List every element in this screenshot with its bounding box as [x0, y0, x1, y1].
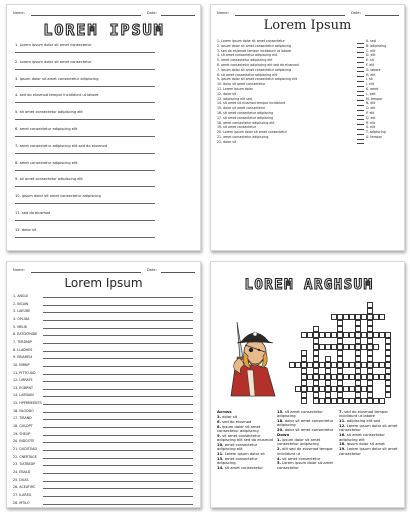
question-text: 10. ipsum dolor sit amet consectetur adipiscing	[15, 194, 101, 199]
matching-answer: H. elit	[366, 72, 376, 77]
clue-number: 4.	[277, 456, 281, 461]
clue-text: dolor sit	[222, 414, 238, 419]
question-text: 11. sed do eiusmod	[15, 211, 51, 215]
date-line	[161, 272, 195, 273]
matching-answer: B. adipiscing	[366, 43, 387, 48]
crossword-cell	[331, 374, 337, 380]
date-line	[161, 15, 195, 16]
clue	[339, 442, 401, 446]
answer-line	[15, 86, 155, 87]
answer-line	[15, 102, 155, 103]
question-text: 4. sed do eiusmod tempor incididunt ut labore	[15, 93, 99, 98]
clue	[217, 415, 273, 419]
clue	[217, 420, 273, 424]
name-date-header	[217, 11, 398, 17]
scrambled-word: 8. LLADHES	[13, 347, 33, 352]
matching-answer: S. elit	[366, 125, 376, 130]
crossword-cell	[361, 386, 367, 392]
clue	[339, 424, 401, 433]
answer-line	[43, 297, 193, 298]
matching-answer: A. sed	[366, 39, 376, 43]
name-line	[235, 15, 345, 16]
answer-line	[43, 305, 193, 306]
crossword-cell	[307, 362, 313, 368]
clue-number: 10.	[217, 443, 224, 448]
matching-answer: E. sit	[366, 58, 374, 63]
name-date-header	[13, 11, 194, 17]
crossword-cell	[331, 362, 337, 368]
clue-text: dolor sit amet consectetur	[284, 428, 334, 433]
crossword-cell	[373, 344, 379, 350]
crossword-cell	[379, 362, 385, 368]
matching-blank	[357, 143, 364, 144]
matching-prompt: 2. ipsum dolor sit amet consectetur adipiscing	[217, 43, 292, 48]
scrambled-word: 6. EATCKTNIDE	[13, 332, 38, 337]
clue-number: 3.	[217, 414, 221, 419]
answer-line	[43, 381, 193, 382]
scrambled-word: 5. MELIK	[13, 324, 28, 329]
crossword-cell	[361, 374, 367, 380]
question-text: 6. amet consectetur adipiscing elit	[15, 127, 78, 131]
matching-answer: J. elit	[366, 82, 374, 87]
name-date-header	[13, 268, 194, 274]
matching-prompt: 9. ipsum dolor sit amet consectetur adipiscing elit	[217, 77, 297, 82]
answer-line	[43, 396, 193, 397]
crossword-cell	[379, 332, 385, 338]
matching-answer: N. elit	[366, 101, 376, 106]
matching-prompt: 1. Lorem ipsum dolor sit amet consectetur	[217, 39, 285, 43]
answer-line	[43, 366, 193, 367]
matching-prompt: 16. sit amet consectetur adipiscing	[217, 111, 274, 115]
clue-text: amet consectetur adipiscing elit	[217, 443, 258, 452]
question-text: 5. sit amet consectetur adipiscing elit	[15, 110, 83, 115]
crossword-cell	[301, 398, 307, 404]
clue	[339, 419, 401, 423]
crossword-cell	[349, 362, 355, 368]
answer-line	[43, 351, 193, 352]
matching-answer: T. adipiscing	[366, 130, 386, 135]
clue	[277, 410, 335, 419]
clue-number: 11.	[217, 452, 224, 457]
scrambled-word: 26. ACEATIRC	[13, 485, 36, 490]
answer-line	[43, 481, 193, 482]
scrambled-word: 21. DUDITOAD	[13, 447, 38, 451]
question-text: 9. sit amet consectetur adipiscing elit	[15, 177, 83, 182]
clue-text: ipsum dolor sit amet consectetur adipiscing	[217, 424, 261, 433]
answer-line	[43, 450, 193, 451]
matching-answer: K. amet	[366, 87, 379, 91]
crossword-cell	[319, 374, 325, 380]
clue	[217, 466, 273, 470]
matching-prompt: 11. Lorem ipsum dolor	[217, 87, 253, 91]
answer-line	[15, 220, 155, 221]
matching-answer: F. elit	[366, 63, 375, 67]
clue-number: 6.	[217, 419, 221, 424]
clue-number: 18.	[339, 442, 346, 447]
clue-text: elit sed do eiusmod tempor incididunt ut	[277, 447, 333, 456]
scrambled-word: 1. ANGLE	[13, 294, 29, 298]
answer-line	[15, 119, 155, 120]
date-label: Date:	[147, 11, 157, 15]
crossword-cell	[307, 374, 313, 380]
clue-number: 7.	[339, 410, 343, 414]
worksheet-crossword	[210, 261, 405, 508]
crossword-cell	[319, 386, 325, 392]
matching-prompt: 3. sed do eiusmod tempor incididunt ut labore	[217, 48, 292, 53]
matching-answer: P. elit	[366, 111, 375, 115]
matching-prompt: 4. sit amet consectetur adipiscing elit	[217, 53, 278, 58]
clue-text: sit amet consectetur	[224, 466, 263, 471]
matching-prompt: 19. sit amet consectetur	[217, 125, 257, 130]
answer-line	[43, 435, 193, 436]
matching-prompt: 7. ipsum dolor sit amet consectetur adipiscing	[217, 67, 292, 72]
answer-line	[43, 496, 193, 497]
worksheet-title: LOREM ARGHSUM	[244, 277, 374, 293]
answer-line	[43, 458, 193, 459]
name-label: Name:	[13, 11, 25, 15]
scrambled-word: 4. OPLIDA	[13, 316, 30, 321]
clue-column-3	[339, 410, 401, 457]
scrambled-word: 20. INDGOTE	[13, 439, 35, 444]
answer-line	[43, 465, 193, 466]
name-label: Name:	[13, 268, 25, 272]
answer-line	[15, 237, 155, 238]
clue-column-2	[277, 410, 335, 471]
clue	[277, 461, 335, 470]
clue-number: 13.	[217, 457, 224, 462]
clue-text: sed do eiusmod	[222, 419, 252, 424]
scrambled-word: 22. CNERTAGE	[13, 454, 37, 459]
matching-prompt: 20. Lorem ipsum dolor sit amet consectetur	[217, 130, 287, 135]
clue-heading: Down	[277, 432, 290, 438]
clue	[217, 452, 273, 456]
scrambled-word: 18. GULDPT	[13, 424, 33, 429]
crossword-cell	[331, 314, 337, 320]
name-label: Name:	[217, 11, 229, 15]
matching-prompt: 8. sit amet consectetur adipiscing elit	[217, 72, 278, 77]
answer-line	[43, 335, 193, 336]
clue-number: 9.	[217, 433, 221, 438]
answer-line	[15, 153, 155, 154]
crossword-cell	[349, 374, 355, 380]
clue-number: 19.	[339, 447, 346, 452]
matching-row	[217, 140, 398, 145]
matching-answer: D. elit	[366, 53, 376, 58]
clue-text: sed do eiusmod tempor incididunt ut labore	[339, 410, 388, 419]
answer-line	[15, 186, 155, 187]
matching-prompt: 14. sit amet sit eiusmod tempor incididunt	[217, 101, 285, 106]
question-text: 2. Lorem ipsum dolor sit amet consectetur	[15, 59, 92, 64]
scrambled-word: 14. LAEDAIN	[13, 393, 34, 398]
crossword-cell	[379, 398, 385, 404]
clue-number: 12.	[339, 424, 346, 429]
worksheet-short-answer	[6, 4, 201, 251]
answer-line	[15, 52, 155, 53]
clue-number: 1.	[277, 438, 281, 443]
clue-text: adipiscing elit sed	[346, 419, 381, 424]
clue	[277, 419, 335, 428]
worksheet-word-scramble	[6, 261, 201, 508]
clue-text: amet consectetur adipiscing	[217, 457, 258, 466]
clue-text: Lorem ipsum dolor sit amet consectetur	[339, 447, 398, 456]
answer-line	[15, 69, 155, 70]
name-line	[31, 15, 141, 16]
matching-answer: U. tempor	[366, 135, 382, 139]
clue-number: 20.	[277, 428, 284, 433]
crossword-cell	[349, 386, 355, 392]
matching-prompt: 15. dolor sit amet consectetur	[217, 106, 266, 111]
answer-line	[43, 427, 193, 428]
question-text: 12. dolor sit	[15, 227, 37, 232]
answer-line	[43, 389, 193, 390]
clue-number: 8.	[217, 424, 221, 429]
clue-number: 11.	[339, 419, 346, 424]
worksheet-title: Lorem Ipsum	[64, 276, 143, 290]
scrambled-word: 19. SHEUP	[13, 431, 31, 436]
crossword-cell	[319, 362, 325, 368]
clue	[217, 434, 273, 443]
answer-line	[43, 320, 193, 321]
clue-number: 16.	[339, 433, 346, 438]
clue	[277, 438, 335, 447]
pirate-illustration	[217, 318, 283, 398]
answer-line	[43, 374, 193, 375]
matching-answer: G. labore	[366, 67, 381, 72]
crossword-cell	[361, 398, 367, 404]
clue-number: 18.	[277, 419, 284, 424]
worksheet-title: Lorem Ipsum	[263, 18, 352, 33]
date-label: Date:	[351, 11, 361, 15]
question-text: 3. Ipsum dolor sit amet consectetur adipiscing	[15, 76, 99, 81]
matching-answer: O. elit	[366, 106, 376, 111]
clue-text: sit amet consectetur	[282, 456, 321, 461]
clue-heading: Across	[217, 409, 232, 414]
crossword-grid	[283, 302, 401, 410]
name-line	[31, 272, 141, 273]
answer-line	[15, 203, 155, 204]
matching-prompt: 12. dolor sit	[217, 91, 237, 96]
crossword-cell	[349, 332, 355, 338]
scrambled-word: 10. NIRNP	[13, 362, 30, 367]
clue-column-1	[217, 410, 273, 471]
clue-text: dolor sit amet consectetur adipiscing	[277, 419, 334, 428]
answer-line	[43, 358, 193, 359]
clue-text: Lorem ipsum dolor sit amet consectetur	[277, 461, 333, 470]
question-text: 8. amet consectetur adipiscing elit	[15, 160, 78, 165]
crossword-cell	[307, 332, 313, 338]
crossword-cell	[331, 332, 337, 338]
clue	[339, 433, 401, 442]
answer-line	[43, 412, 193, 413]
clue-text: Lorem ipsum dolor sit amet consectetur	[339, 424, 398, 433]
answer-line	[43, 343, 193, 344]
answer-line	[43, 404, 193, 405]
scrambled-word: 16. NLODDO	[13, 408, 34, 413]
scrambled-word: 12. LIRRATE	[13, 378, 33, 383]
matching-answer: I. sit	[366, 77, 373, 82]
answer-line	[43, 473, 193, 474]
clue-number: 2.	[277, 447, 281, 452]
clue	[339, 410, 401, 419]
matching-answer: L. sed	[366, 91, 376, 96]
scrambled-word: 9. EBIAREIX	[13, 355, 33, 360]
matching-prompt: 18. amet consectetur adipiscing elit	[217, 120, 275, 125]
date-label: Date:	[147, 268, 157, 272]
crossword-cell	[331, 344, 337, 350]
crossword-cell	[379, 314, 385, 320]
scrambled-word: 23. TIATBEDP	[13, 462, 36, 467]
clue-text: Lorem ipsum dolor sit	[224, 452, 265, 457]
scrambled-word: 15. HPPRMEENTS	[13, 401, 42, 406]
scrambled-word: 11. PITTCUAD	[13, 370, 36, 375]
clue	[339, 447, 401, 456]
crossword-cell	[361, 362, 367, 368]
scrambled-word: 7. TERDMIP	[13, 339, 32, 344]
scrambled-word: 25. DUAS	[13, 477, 29, 482]
answer-line	[43, 504, 193, 505]
scrambled-word: 17. TIRAND	[13, 416, 32, 421]
date-line	[365, 15, 399, 16]
answer-line	[15, 136, 155, 137]
clue-text: sit amet consectetur adipiscing	[277, 410, 323, 419]
matching-prompt: 5. amet consectetur adipiscing elit	[217, 58, 273, 63]
crossword-cell	[307, 386, 313, 392]
crossword-cell	[331, 386, 337, 392]
answer-line	[15, 170, 155, 171]
clue	[217, 457, 273, 466]
crossword-cell	[361, 344, 367, 350]
question-text: 1. Lorem ipsum dolor sit amet consectetur	[15, 43, 92, 47]
answer-line	[43, 419, 193, 420]
scrambled-word: 3. LAEURE	[13, 309, 31, 314]
matching-answer: Q. elit	[366, 115, 376, 120]
clue-number: 14.	[217, 466, 224, 471]
scrambled-word: 28. MTILO	[13, 500, 30, 505]
answer-line	[43, 328, 193, 329]
crossword-cell	[361, 332, 367, 338]
clue	[217, 425, 273, 434]
clue-number: 15.	[277, 410, 284, 414]
scrambled-word: 24. EBALD	[13, 469, 31, 474]
crossword-cell	[319, 398, 325, 404]
clue-text: ipsum dolor sit amet consectetur adipiscing	[277, 438, 321, 447]
answer-line	[43, 312, 193, 313]
matching-answer: M. tempor	[366, 96, 383, 101]
crossword-cell	[385, 392, 391, 398]
worksheet-matching	[210, 4, 405, 251]
worksheet-title: LOREM IPSUM	[43, 21, 165, 39]
clue	[277, 457, 335, 461]
clue-text: sit amet consectetur adipiscing elit	[339, 433, 385, 442]
clue	[277, 447, 335, 456]
clue-number: 5.	[277, 461, 281, 466]
matching-prompt: 6. amet consectetur adipiscing elit sed do eiusmod	[217, 63, 299, 67]
answer-line	[43, 442, 193, 443]
crossword-cell	[379, 374, 385, 380]
clue-text: sit amet consectetur adipiscing elit sed do eiusmod	[217, 433, 273, 443]
matching-prompt: 13. adipiscing elit sed	[217, 96, 252, 101]
scrambled-word: 13. EGBRNT	[13, 385, 33, 390]
scrambled-word: 2. INCAW	[13, 301, 29, 306]
crossword-cell	[295, 362, 301, 368]
matching-prompt: 22. dolor sit	[217, 139, 237, 144]
crossword-cell	[349, 344, 355, 350]
matching-prompt: 17. sit amet consectetur adipiscing	[217, 115, 274, 120]
matching-prompt: 21. amet consectetur adipiscing	[217, 135, 269, 139]
clue-text: ipsum dolor sit amet	[346, 442, 385, 447]
crossword-cell	[361, 314, 367, 320]
matching-answer: R. elit	[366, 120, 376, 125]
scrambled-word: 27. ILAREG	[13, 492, 32, 497]
matching-prompt: 10. dolor sit amet consectetur	[217, 82, 266, 87]
matching-answer: C. elit	[366, 48, 376, 53]
crossword-cell	[295, 386, 301, 392]
question-text: 7. amet consectetur adipiscing elit sed do eiusmod	[15, 143, 108, 148]
clue	[217, 443, 273, 452]
answer-line	[43, 488, 193, 489]
